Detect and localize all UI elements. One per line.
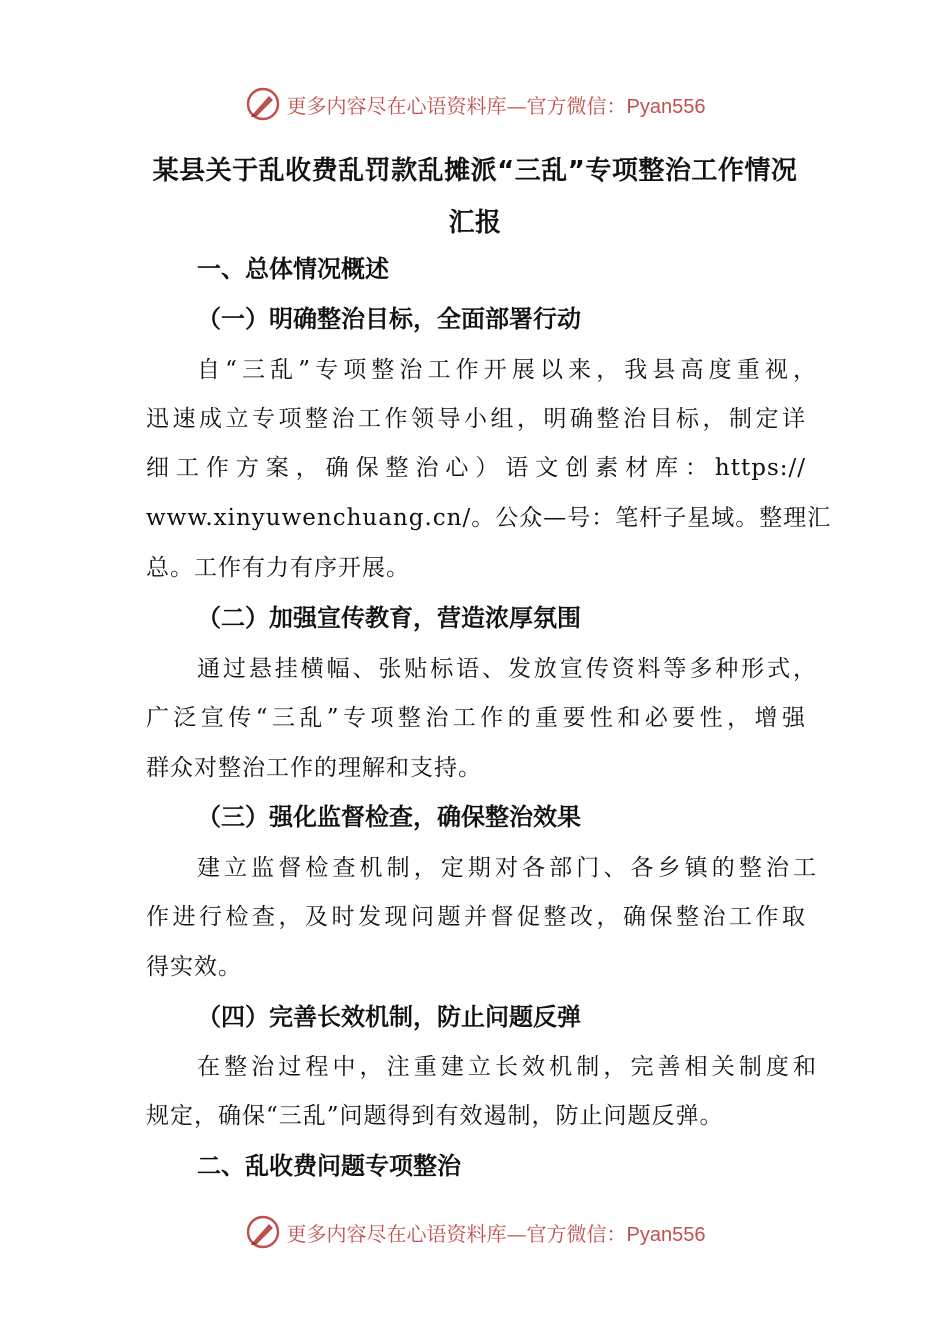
subsection-heading: （四）完善长效机制，防止问题反弹: [197, 1003, 581, 1031]
paragraph-line: 通过悬挂横幅、张贴标语、发放宣传资料等多种形式，: [197, 656, 817, 682]
paragraph-line: 细工作方案，确保整治心）语文创素材库：https://: [146, 455, 806, 481]
paragraph-line: 自“三乱”专项整治工作开展以来，我县高度重视，: [197, 357, 817, 383]
section-heading: 一、总体情况概述: [197, 255, 389, 283]
subsection-heading: （一）明确整治目标，全面部署行动: [197, 305, 581, 333]
banner-text: 更多内容尽在心语资料库—官方微信：Pyan556: [286, 93, 706, 118]
banner-text: 更多内容尽在心语资料库—官方微信：Pyan556: [286, 1221, 706, 1246]
header-watermark-banner: [0, 84, 950, 124]
paragraph-line: 迅速成立专项整治工作领导小组，明确整治目标，制定详: [146, 406, 806, 432]
pen-logo-icon: [245, 1214, 281, 1250]
paragraph-line: 规定，确保“三乱”问题得到有效遏制，防止问题反弹。: [146, 1103, 724, 1129]
paragraph-line: 广泛宣传“三乱”专项整治工作的重要性和必要性，增强: [146, 705, 806, 731]
document-title-line-2: 汇报: [448, 208, 502, 238]
section-heading: 二、乱收费问题专项整治: [197, 1152, 461, 1180]
paragraph-line: 建立监督检查机制，定期对各部门、各乡镇的整治工: [197, 855, 817, 881]
paragraph-line: 总。工作有力有序开展。: [146, 555, 410, 581]
document-title-line-1: 某县关于乱收费乱罚款乱摊派“三乱”专项整治工作情况: [152, 156, 798, 186]
paragraph-line: 作进行检查，及时发现问题并督促整改，确保整治工作取: [146, 904, 806, 930]
paragraph-line: 得实效。: [146, 954, 242, 980]
paragraph-line: 群众对整治工作的理解和支持。: [146, 755, 482, 781]
paragraph-line: www.xinyuwenchuang.cn/。公众—号：笔杆子星域。整理汇: [146, 505, 832, 531]
subsection-heading: （二）加强宣传教育，营造浓厚氛围: [197, 604, 581, 632]
subsection-heading: （三）强化监督检查，确保整治效果: [197, 803, 581, 831]
paragraph-line: 在整治过程中，注重建立长效机制，完善相关制度和: [197, 1054, 817, 1080]
pen-logo-icon: [245, 86, 281, 122]
footer-watermark-banner: [0, 1212, 950, 1252]
